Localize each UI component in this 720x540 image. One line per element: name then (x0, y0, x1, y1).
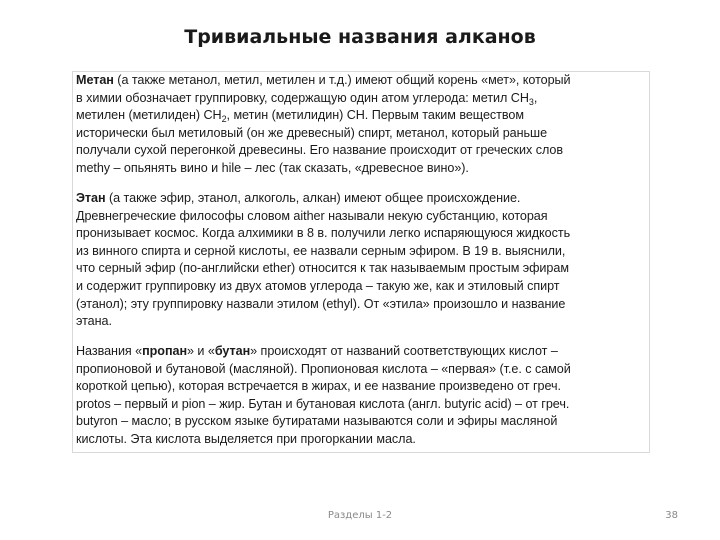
text-box (72, 71, 650, 453)
term-propane: пропан (142, 344, 188, 358)
paragraph-propane-butane: Названия «пропан» и «бутан» происходят от названий соответствующих кислот – пропионовой и бутановой (масляной). Пропионовая кислота – «первая» (т.е. с самой короткой цепью), которая встречается в жирах, и ее название произведено от греч. protos – первый и pion – жир. Бутан и бутановая кислота (англ. butyric acid) – от греч. butyron – масло; в русском языке бутиратами называются соли и эфиры масляной кислоты. Эта кислота выделяется при прогоркании масла. (76, 344, 571, 446)
subscript: 3 (528, 96, 534, 107)
term-ethane: Этан (76, 191, 106, 205)
footer-section-label: Разделы 1-2 (327, 510, 393, 521)
term-butane: бутан (214, 344, 251, 358)
page-number: 38 (665, 510, 678, 521)
subscript: 2 (221, 114, 227, 125)
paragraph-methane: Метан (а также метанол, метил, метилен и т.д.) имеют общий корень «мет», который в химии обозначает группировку, содержащую один атом углерода: метил $CH_3$, метилен (метилиден) $CH_2$, метин (метилидин) CH. Первым таким веществом исторически был метиловый (он же древесный) спирт, метанол, который раньше получали сухой перегонкой древесины. Его название происходит от греческих слов methy – опьянять вино и hile – лес (так сказать, «древесное вино»). (76, 73, 571, 175)
slide-title: Тривиальные названия алканов (184, 26, 536, 48)
term-methane: Метан (76, 73, 114, 87)
paragraph-ethane: Этан (а также эфир, этанол, алкоголь, алкан) имеют общее происхождение. Древнегреческие философы словом aither называли некую субстанцию, которая пронизывает космос. Когда алхимики в 8 в. получили легко испаряющуюся жидкость из винного спирта и серной кислоты, ее назвали серным эфиром. В 19 в. выяснили, что серный эфир (по-английски ether) относится к так называемым простым эфирам и содержит группировку из двух атомов углерода – такую же, как и этиловый спирт (этанол); эту группировку назвали этилом (ethyl). От «этила» произошло и название этана. (76, 191, 571, 329)
